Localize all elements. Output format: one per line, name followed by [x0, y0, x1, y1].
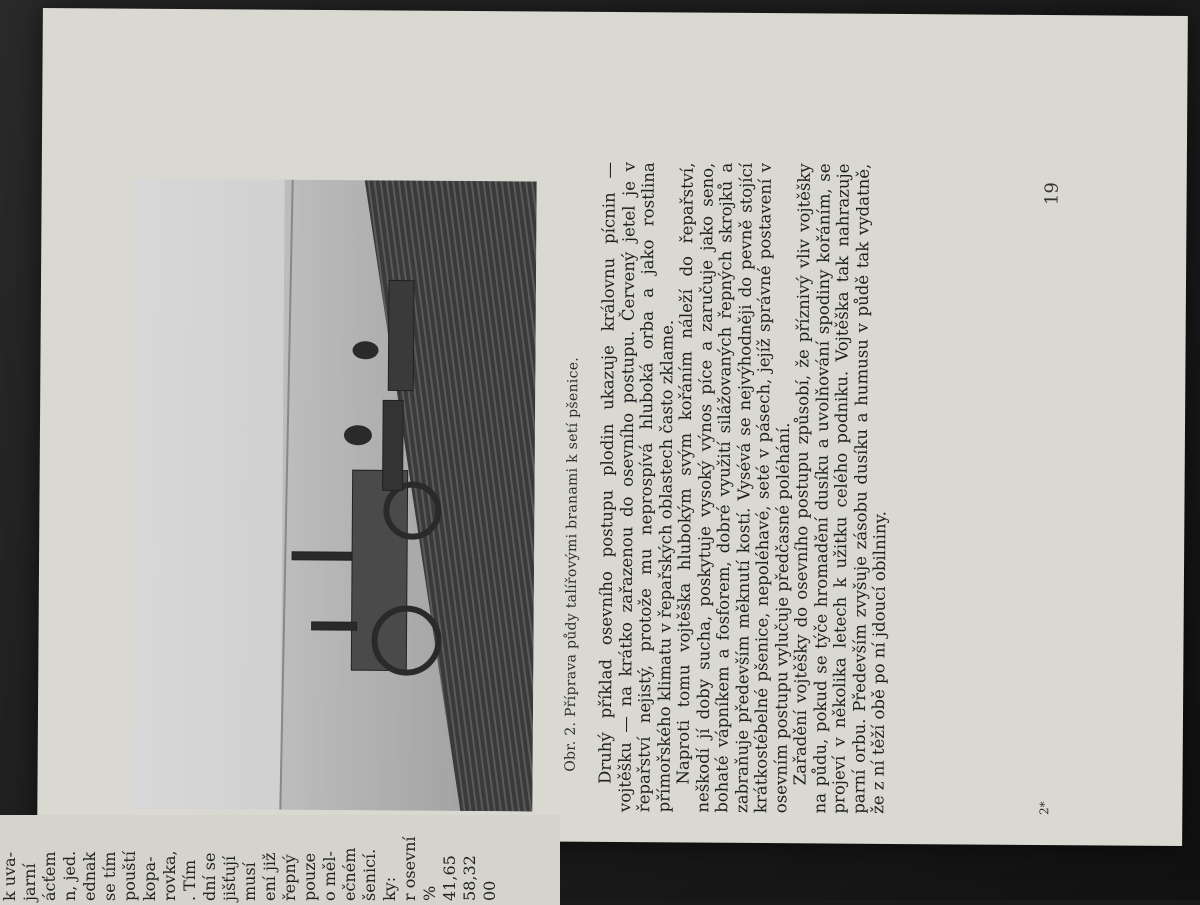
- paragraph-3: Zařadění vojtěšky do osevního postupu způsobí, že příznivý vliv vojtěšky na půdu, pokud se týče hromadění dusíku a uvolňování spodiny kořáním, se projeví v několika letech k užitku celého podniku. Vojtěška tak nahrazuje parní orbu. Především zvyšuje zásobu dusíku a humusu v půdě tak vydatně, že z ní těží obě po ní jdoucí obilniny.: [790, 163, 890, 814]
- photo-illustration: [130, 179, 536, 812]
- left-page-fragment: 41,65: [440, 855, 459, 901]
- book-page-right: [37, 8, 1188, 846]
- left-page-fragment: šenicí.: [360, 848, 379, 901]
- left-page-fragment: dní se: [200, 852, 219, 901]
- left-page-fragment: ečném: [340, 847, 359, 901]
- left-page-fragment: jarní: [20, 863, 39, 901]
- left-page-fragment: r osevní: [400, 836, 419, 901]
- left-page-fragment: kopa-: [140, 856, 159, 901]
- left-page-fragment: rovka,: [160, 850, 179, 901]
- left-page-fragment: o měl-: [320, 851, 339, 901]
- left-page-fragment: pouze: [300, 852, 319, 901]
- left-page-fragment: 00: [480, 880, 499, 901]
- photo-steam-tractor-plowing: [130, 179, 536, 812]
- left-page-fragment: musí: [240, 862, 259, 901]
- left-page-fragment: k uva-: [0, 851, 19, 901]
- left-page-fragment: %: [420, 885, 439, 901]
- left-page-fragment: ení již: [260, 852, 279, 901]
- page-number: 19: [1041, 182, 1063, 206]
- left-page-fragment: ky:: [380, 876, 399, 901]
- left-page-fragment: se tím: [100, 851, 119, 901]
- figure-caption: Obr. 2. Příprava půdy talířovými branami k setí pšenice.: [562, 356, 582, 772]
- left-page-fragment: . Tím: [180, 859, 199, 901]
- body-text: [595, 162, 892, 814]
- left-page-fragment: n, jed.: [60, 850, 79, 901]
- left-page-fragment: řepný: [280, 854, 299, 901]
- left-page-fragment: 58,32: [460, 855, 479, 901]
- signature-mark: 2*: [1037, 801, 1052, 816]
- left-page-fragment: jišťují: [220, 855, 239, 901]
- book-page-left-fragment: [0, 815, 560, 905]
- left-page-fragment: ednak: [80, 851, 99, 901]
- rotated-page-content: [37, 58, 1187, 846]
- left-page-fragment: ácťem: [40, 851, 59, 901]
- left-page-rotated-content: [0, 815, 560, 905]
- left-page-fragment: pouští: [120, 851, 139, 901]
- paragraph-1: Druhý příklad osevního postupu plodin ukazuje královnu pícnin — vojtěšku — na krátko zařazenou do osevního postupu. Červený jetel je v řepařství nejistý, protože mu neprospívá hluboká orba a jako rostlina přímořského klimatu v řepařských oblastech často zklame.: [595, 161, 677, 813]
- paragraph-2: Naproti tomu vojtěška hlubokým svým kořáním náleží do řepařství, neškodí jí doby sucha, poskytuje vysoký výnos píce a zaručuje jako seno, bohaté vápníkem a fosforem, dobré využití silážovaných řepných skrojků a zabraňuje především měknutí kostí. Vysévá se nejvýhodněji do pevně stojící krátkostébelné pšenice, nepoléhavé, seté v pásech, jejíž správné postavení v osevním postupu vylučuje předčasné poléhání.: [673, 162, 793, 814]
